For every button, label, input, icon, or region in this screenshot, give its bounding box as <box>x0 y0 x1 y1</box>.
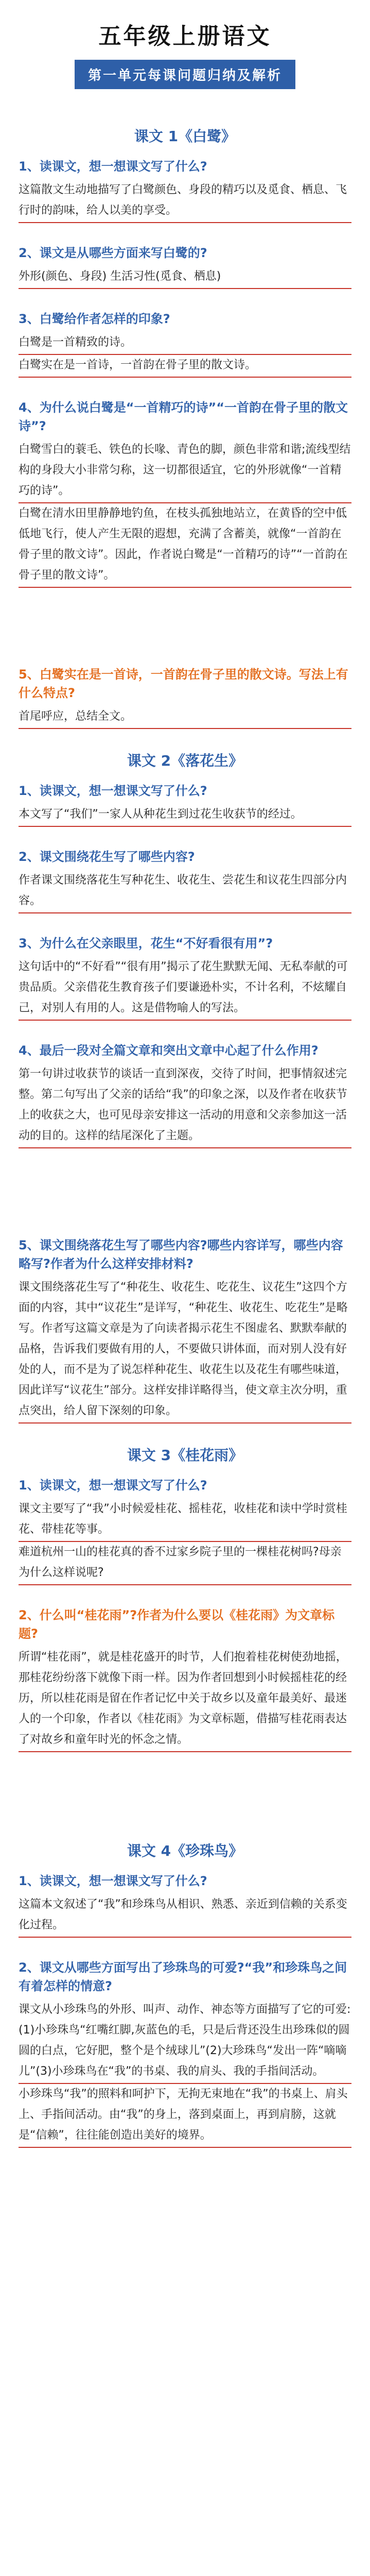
question: 3、白鹭给作者怎样的印象? <box>19 312 170 326</box>
question: 2、什么叫“桂花雨”?作者为什么要以《桂花雨》为文章标题? <box>19 1608 335 1641</box>
question: 4、最后一段对全篇文章和突出文章中心起了什么作用? <box>19 1043 319 1058</box>
answer: 这篇散文生动地描写了白鹭颜色、身段的精巧以及觅食、栖息、飞行时的韵味，给人以美的享受。 <box>19 180 351 223</box>
answer: 白鹭实在是一首诗，一首韵在骨子里的散文诗。 <box>19 355 351 378</box>
lesson-4 <box>19 1840 351 2148</box>
answer: 作者课文围绕落花生写种花生、收花生、尝花生和议花生四部分内容。 <box>19 870 351 913</box>
lesson-title: 课文 3《桂花雨》 <box>127 1447 243 1464</box>
answer: 难道杭州一山的桂花真的香不过家乡院子里的一棵桂花树吗?母亲为什么这样说呢? <box>19 1542 351 1585</box>
answer: 外形(颜色、身段) 生活习性(觅食、栖息) <box>19 266 351 289</box>
answer: 课文主要写了“我”小时候爱桂花、摇桂花，收桂花和读中学时赏桂花、带桂花等事。 <box>19 1499 351 1542</box>
answer: 这篇本文叙述了“我”和珍珠鸟从相识、熟悉、亲近到信赖的关系变化过程。 <box>19 1894 351 1938</box>
answer: 课文围绕落花生写了“种花生、收花生、吃花生、议花生”这四个方面的内容，其中“议花生”是详写，“种花生、收花生、吃花生”是略写。作者写这篇文章是为了向读者揭示花生不图虚名、默默奉献的品格，告诉我们要做有用的人，不要做只讲体面，而对别人没有好处的人，而不是为了说怎样种花生、收花生以及花生有哪些味道，因此详写“议花生”部分。这样安排详略得当，使文章主次分明，重点突出，给人留下深刻的印象。 <box>19 1277 351 1423</box>
answer: 第一句讲过收获节的谈话一直到深夜，交待了时间，把事情叙述完整。第二句写出了父亲的话给“我”的印象之深，以及作者在收获节上的收获之大，也可见母亲安排这一活动的用意和父亲参加这一活动的目的。这样的结尾深化了主题。 <box>19 1064 351 1148</box>
question: 5、白鹭实在是一首诗，一首韵在骨子里的散文诗。写法上有什么特点? <box>19 667 348 700</box>
lesson-title: 课文 2《落花生》 <box>127 752 243 769</box>
lesson-2 <box>19 750 351 1423</box>
question: 2、课文是从哪些方面来写白鹭的? <box>19 246 207 260</box>
question: 1、读课文，想一想课文写了什么? <box>19 159 207 174</box>
answer: 首尾呼应，总结全文。 <box>19 706 351 729</box>
question: 2、课文围绕花生写了哪些内容? <box>19 850 195 864</box>
answer: 本文写了“我们”一家人从种花生到过花生收获节的经过。 <box>19 804 351 827</box>
question: 4、为什么说白鹭是“一首精巧的诗”“一首韵在骨子里的散文诗”? <box>19 400 348 433</box>
lesson-title: 课文 4《珍珠鸟》 <box>127 1842 243 1859</box>
answer: 所谓“桂花雨”，就是桂花盛开的时节，人们抱着桂花树使劲地摇，那桂花纷纷落下就像下雨一样。因为作者回想到小时候摇桂花的经历，所以桂花雨是留在作者记忆中关于故乡以及童年最美好、最迷人的一个印象，作者以《桂花雨》为文章标题，借描写桂花雨表达了对故乡和童年时光的怀念之情。 <box>19 1647 351 1752</box>
question: 5、课文围绕落花生写了哪些内容?哪些内容详写，哪些内容略写?作者为什么这样安排材料? <box>19 1238 343 1271</box>
question: 3、为什么在父亲眼里，花生“不好看很有用”? <box>19 936 273 951</box>
answer: 白鹭在清水田里静静地钓鱼，在枝头孤独地站立，在黄昏的空中低低地飞行，使人产生无限的遐想，充满了含蓄美，就像“一首韵在骨子里的散文诗”。因此，作者说白鹭是“一首精巧的诗”“一首韵在骨子里的散文诗”。 <box>19 503 351 588</box>
answer: 课文从小珍珠鸟的外形、叫声、动作、神态等方面描写了它的可爱:(1)小珍珠鸟“红嘴红脚,灰蓝色的毛，只是后背还没生出珍珠似的圆圆的白点，它好肥，整个是个绒球儿”(2)大珍珠鸟“发出一阵“嘀嘀儿”(3)小珍珠鸟在“我”的书桌、我的肩头、我的手指间活动。 <box>19 1999 351 2084</box>
lessons-container <box>0 89 370 2148</box>
answer: 白鹭是一首精致的诗。 <box>19 332 351 355</box>
page-subtitle: 第一单元每课问题归纳及解析 <box>75 60 295 89</box>
answer: 小珍珠鸟“我”的照料和呵护下，无拘无束地在“我”的书桌上、肩头上、手指间活动。由“我”的身上，落到桌面上，再到肩膀，这就是“信赖”，往往能创造出美好的境界。 <box>19 2084 351 2148</box>
lesson-3 <box>19 1444 351 1752</box>
page-title: 五年级上册语文 <box>98 23 272 49</box>
answer: 这句话中的“不好看”“很有用”揭示了花生默默无闻、无私奉献的可贵品质。父亲借花生教育孩子们要谦逊朴实，不计名利，不炫耀自己，对别人有用的人。这是借物喻人的写法。 <box>19 957 351 1021</box>
question: 1、读课文，想一想课文写了什么? <box>19 1874 207 1888</box>
answer: 白鹭雪白的蓑毛、铁色的长喙、青色的脚，颜色非常和谐;流线型结构的身段大小非常匀称，这一切都很适宜，它的外形就像“一首精巧的诗”。 <box>19 439 351 503</box>
question: 1、读课文，想一想课文写了什么? <box>19 784 207 798</box>
question: 1、读课文，想一想课文写了什么? <box>19 1478 207 1493</box>
lesson-title: 课文 1《白鹭》 <box>134 128 236 145</box>
header <box>0 0 370 89</box>
question: 2、课文从哪些方面写出了珍珠鸟的可爱?“我”和珍珠鸟之间有着怎样的情意? <box>19 1960 347 1993</box>
lesson-1 <box>19 125 351 729</box>
